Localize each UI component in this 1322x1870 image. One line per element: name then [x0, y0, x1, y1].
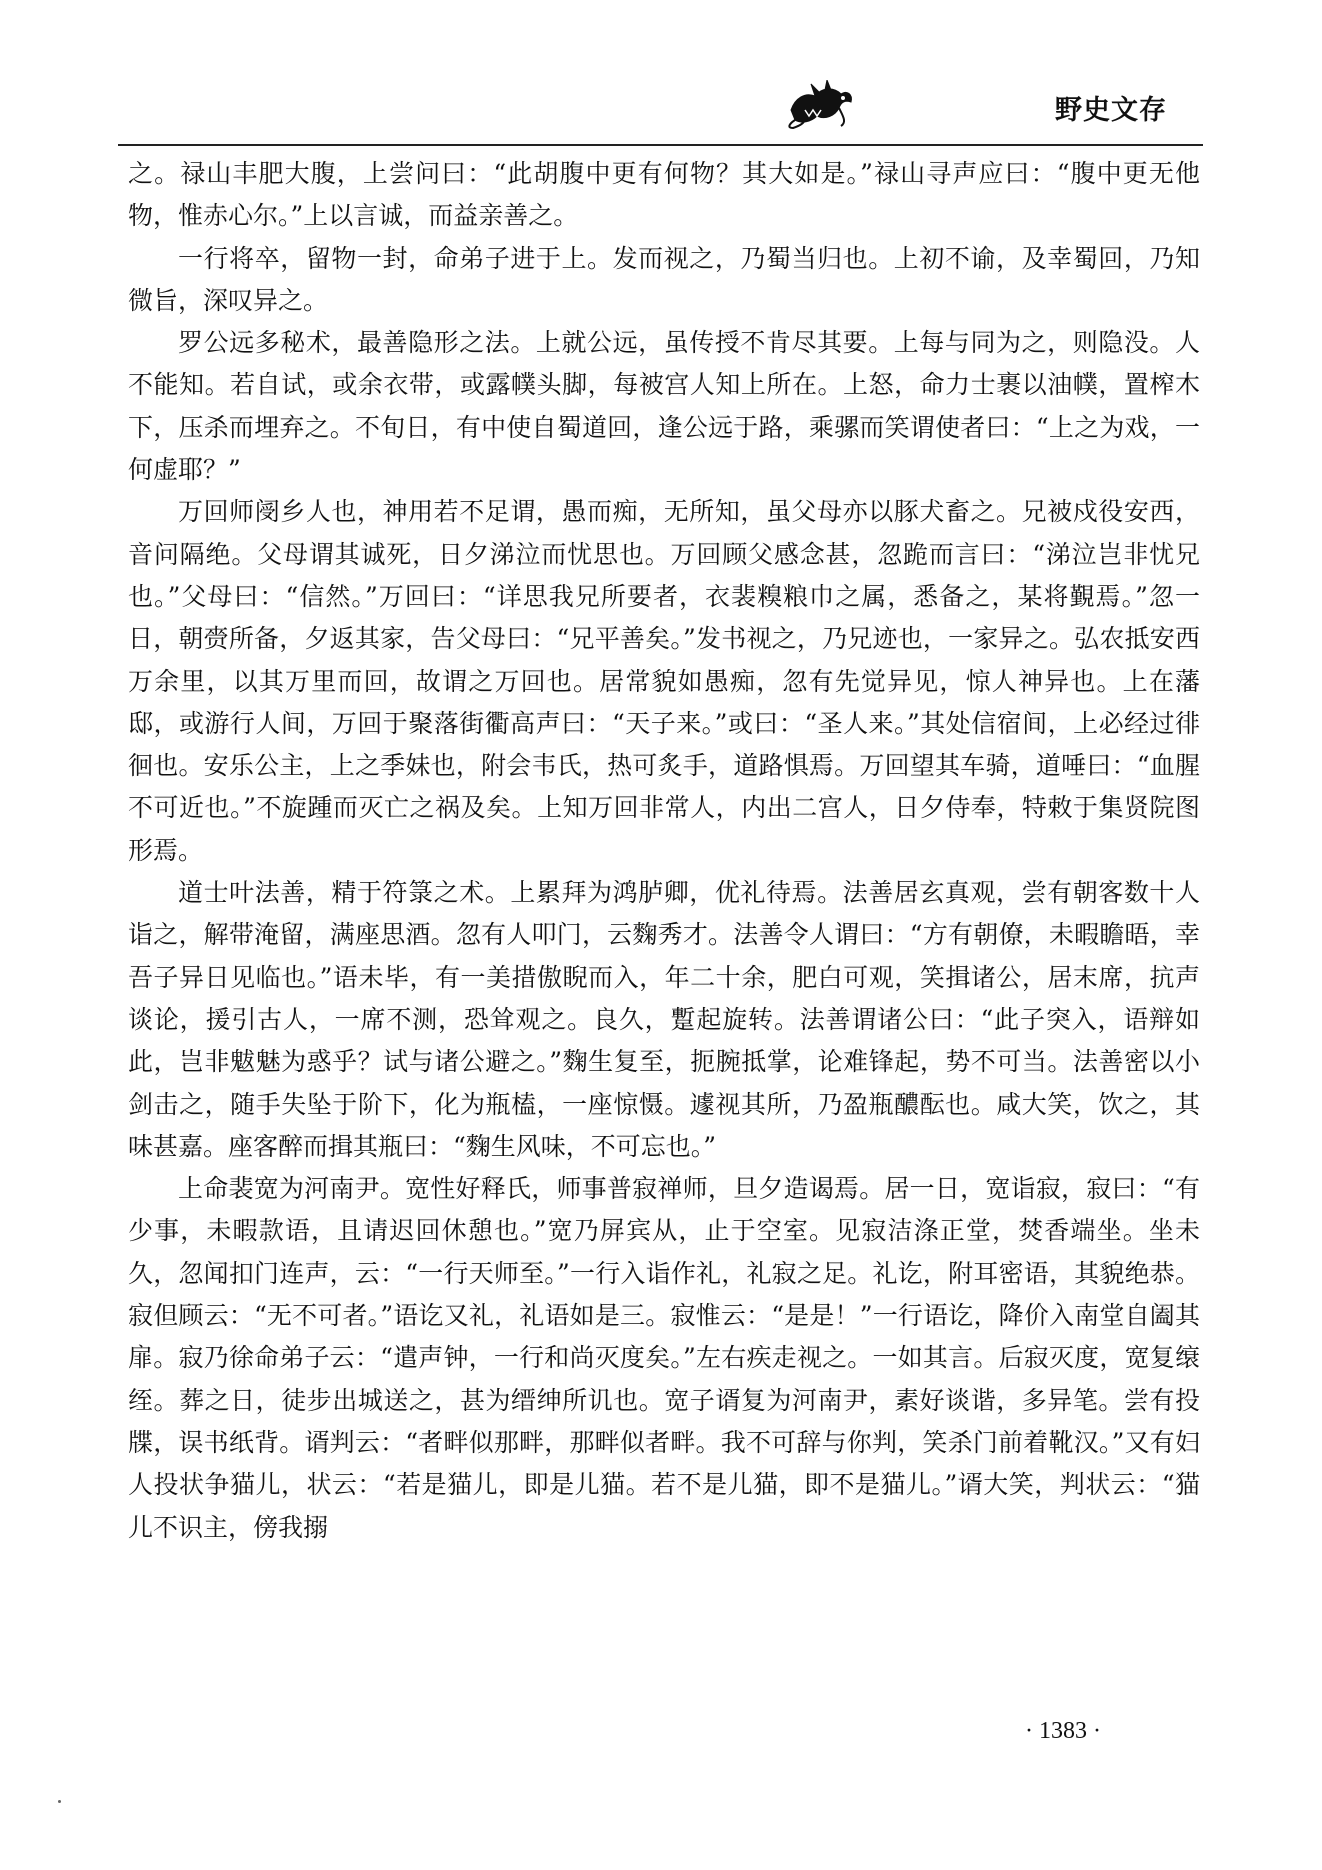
scan-speck — [58, 1800, 61, 1803]
paragraph: 罗公远多秘术，最善隐形之法。上就公远，虽传授不肯尽其要。上每与同为之，则隐没。人不能知。若自试，或余衣带，或露幞头脚，每被宫人知上所在。上怒，命力士裹以油幞，置榨木下，压杀而埋弃之。不旬日，有中使自蜀道回，逢公远于路，乘骡而笑谓使者曰：“上之为戏，一何虚耶？” — [128, 328, 1200, 485]
paragraph: 一行将卒，留物一封，命弟子进于上。发而视之，乃蜀当归也。上初不谕，及幸蜀回，乃知微旨，深叹异之。 — [128, 243, 1200, 315]
header-rule — [118, 144, 1203, 146]
page-number: · 1383 · — [1025, 1718, 1101, 1744]
header-title: 野史文存 — [1055, 95, 1167, 126]
paragraph: 之。禄山丰肥大腹，上尝问曰：“此胡腹中更有何物？其大如是。”禄山寻声应曰：“腹中更无他物，惟赤心尔。”上以言诚，而益亲善之。 — [128, 159, 1200, 231]
dragon-icon — [785, 80, 855, 130]
paragraph: 万回师阌乡人也，神用若不足谓，愚而痴，无所知，虽父母亦以豚犬畜之。兄被戍役安西，音问隔绝。父母谓其诚死，日夕涕泣而忧思也。万回顾父感念甚，忽跪而言曰：“涕泣岂非忧兄也。”父母曰：“信然。”万回曰：“详思我兄所要者，衣裴糗粮巾之属，悉备之，某将覲焉。”忽一日，朝赍所备，夕返其家，告父母曰：“兄平善矣。”发书视之，乃兄迹也，一家异之。弘农抵安西万余里，以其万里而回，故谓之万回也。居常貌如愚痴，忽有先觉异见，惊人神异也。上在藩邸，或游行人间，万回于聚落街衢高声曰：“天子来。”或曰：“圣人来。”其处信宿间，上必经过徘徊也。安乐公主，上之季妹也，附会韦氏，热可炙手，道路惧焉。万回望其车骑，道唾曰：“血腥不可近也。”不旋踵而灭亡之祸及矣。上知万回非常人，内出二宫人，日夕侍奉，特敕于集贤院图形焉。 — [128, 497, 1200, 865]
running-header — [785, 80, 1200, 130]
paragraph: 上命裴宽为河南尹。宽性好释氏，师事普寂禅师，旦夕造谒焉。居一日，宽诣寂，寂曰：“有少事，未暇款语，且请迟回休憩也。”宽乃屏宾从，止于空室。见寂洁涤正堂，焚香端坐。坐未久，忽闻扣门连声，云：“一行天师至。”一行入诣作礼，礼寂之足。礼讫，附耳密语，其貌绝恭。寂但顾云：“无不可者。”语讫又礼，礼语如是三。寂惟云：“是是！”一行语讫，降价入南堂自阖其扉。寂乃徐命弟子云：“遣声钟，一行和尚灭度矣。”左右疾走视之。一如其言。后寂灭度，宽复缞绖。葬之日，徒步出城送之，甚为缙绅所讥也。宽子谞复为河南尹，素好谈谐，多异笔。尝有投牒，误书纸背。谞判云：“者畔似那畔，那畔似者畔。我不可辞与你判，笑杀门前着靴汉。”又有妇人投状争猫儿，状云：“若是猫儿，即是儿猫。若不是儿猫，即不是猫儿。”谞大笑，判状云：“猫儿不识主，傍我搦 — [128, 1174, 1200, 1542]
main-text — [128, 153, 1200, 1549]
paragraph: 道士叶法善，精于符箓之术。上累拜为鸿胪卿，优礼待焉。法善居玄真观，尝有朝客数十人诣之，解带淹留，满座思酒。忽有人叩门，云麴秀才。法善令人谓曰：“方有朝僚，未暇瞻晤，幸吾子异日见临也。”语未毕，有一美措傲睨而入，年二十余，肥白可观，笑揖诸公，居末席，抗声谈论，援引古人，一席不测，恐耸观之。良久，蹔起旋转。法善谓诸公曰：“此子突入，语辩如此，岂非魃魅为惑乎？试与诸公避之。”麴生复至，扼腕抵掌，论难锋起，势不可当。法善密以小剑击之，随手失坠于阶下，化为瓶榼，一座惊慑。遽视其所，乃盈瓶醲酝也。咸大笑，饮之，其味甚嘉。座客醉而揖其瓶曰：“麴生风味，不可忘也。” — [128, 878, 1200, 1161]
